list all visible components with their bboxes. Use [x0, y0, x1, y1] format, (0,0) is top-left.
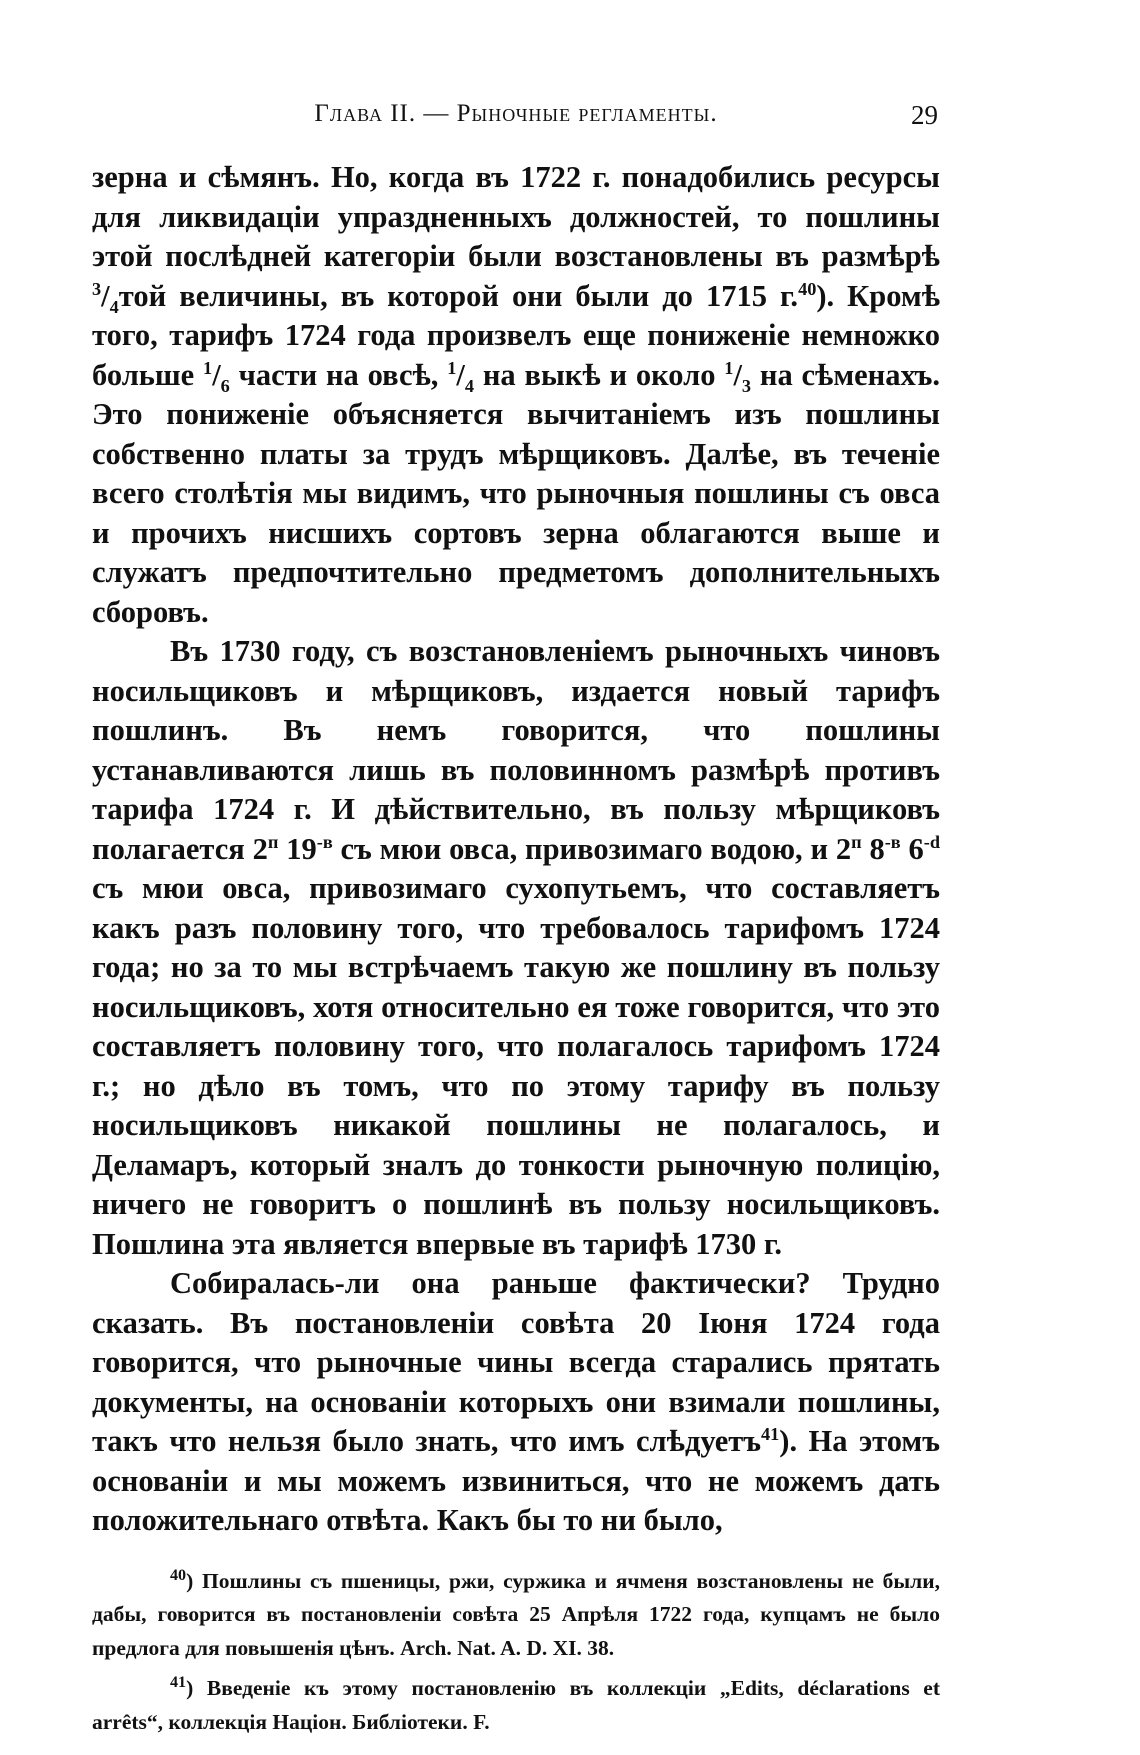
- running-title: Глава II. — Рыночные регламенты.: [314, 100, 718, 127]
- paragraph: [92, 632, 940, 1264]
- footnote-mark: 41: [170, 1673, 187, 1691]
- text-run: ). На этомъ основаніи и мы можемъ извиниться, что не можемъ дать положительнаго отвѣта. Какъ бы то ни было,: [92, 1424, 940, 1537]
- footnote: [92, 1565, 940, 1666]
- subscript: 6: [220, 375, 230, 396]
- superscript: п: [851, 831, 862, 852]
- superscript: 1: [447, 357, 457, 378]
- superscript: 41: [761, 1423, 780, 1444]
- superscript: -в: [884, 831, 901, 852]
- superscript: 40: [798, 278, 817, 299]
- book-page: [92, 100, 940, 1739]
- text-run: той величины, въ которой они были до 1715 г.: [118, 278, 799, 313]
- footnote-mark: 40: [170, 1566, 187, 1584]
- text-run: съ мюи овса, привозимаго водою, и 2: [332, 831, 852, 866]
- subscript: 4: [109, 296, 119, 317]
- text-run: 19: [278, 831, 317, 866]
- paragraph: [92, 1264, 940, 1541]
- text-run: 6: [900, 831, 924, 866]
- text-run: /: [456, 357, 465, 392]
- superscript: 3: [92, 278, 102, 299]
- body-text: [92, 158, 940, 1541]
- text-run: съ мюи овса, привозимаго сухопутьемъ, что составляетъ какъ разъ половину того, что требовалось тарифомъ 1724 года; но за то мы встрѣчаемъ такую же пошлину въ пользу носильщиковъ, хотя относительно ея тоже говорится, что это составляетъ половину того, что полагалось тарифомъ 1724 г.; но дѣло въ томъ, что по этому тарифу въ пользу носильщиковъ никакой пошлины не полагалось, и Деламаръ, который зналъ до тонкости рыночную полицію, ничего не говоритъ о пошлинѣ въ пользу носильщиковъ. Пошлина эта является впервые въ тарифѣ 1730 г.: [92, 871, 940, 1261]
- footnote-text: ) Введеніе къ этому постановленію въ коллекціи „Edits, déclarations et arrêts“, коллекція Націон. Библіотеки. F.: [92, 1676, 940, 1734]
- subscript: 4: [464, 375, 475, 396]
- footnote: [92, 1672, 940, 1739]
- page-number: 29: [911, 100, 938, 130]
- text-run: /: [101, 278, 110, 313]
- footnote-text: ) Пошлины съ пшеницы, ржи, суржика и ячменя возстановлены не были, дабы, говорится въ постановленіи совѣта 25 Апрѣля 1722 года, купцамъ не было предлога для повышенія цѣнъ. Arch. Nat. A. D. XI. 38.: [92, 1568, 940, 1660]
- superscript: -в: [316, 831, 333, 852]
- superscript: п: [267, 831, 279, 852]
- text-run: на выкѣ и около: [474, 357, 725, 392]
- superscript: 1: [203, 357, 213, 378]
- text-run: Въ 1730 году, съ возстановленіемъ рыночныхъ чиновъ носильщиковъ и мѣрщиковъ, издается новый тарифъ пошлинъ. Въ немъ говорится, что пошлины устанавливаются лишь въ половинномъ размѣрѣ противъ тарифа 1724 г. И дѣйствительно, въ пользу мѣрщиковъ полагается 2: [92, 634, 940, 866]
- subscript: 3: [741, 375, 752, 396]
- text-run: на сѣменахъ. Это пониженіе объясняется вычитаніемъ изъ пошлины собственно платы за трудъ мѣрщиковъ. Далѣе, въ теченіе всего столѣтія мы видимъ, что рыночныя пошлины съ овса и прочихъ нисшихъ сортовъ зерна облагаются выше и служатъ предпочтительно предметомъ дополнительныхъ сборовъ.: [92, 357, 940, 629]
- text-run: /: [733, 357, 742, 392]
- text-run: части на овсѣ,: [229, 357, 448, 392]
- text-run: /: [212, 357, 221, 392]
- paragraph: [92, 158, 940, 632]
- footnotes: [92, 1565, 940, 1740]
- text-run: Собиралась-ли она раньше фактически? Трудно сказать. Въ постановленіи совѣта 20 Іюня 1724 года говорится, что рыночные чины всегда старались прятать документы, на основаніи которыхъ они взимали пошлины, такъ что нельзя было знать, что имъ слѣдуетъ: [92, 1266, 940, 1458]
- text-run: 8: [861, 831, 885, 866]
- text-run: ). Кромѣ того, тарифъ 1724 года произвелъ еще пониженіе немножко больше: [92, 278, 941, 392]
- running-head: [92, 100, 940, 144]
- text-run: зерна и сѣмянъ. Но, когда въ 1722 г. понадобились ресурсы для ликвидаціи упраздненныхъ должностей, то пошлины этой послѣдней категоріи были возстановлены въ размѣрѣ: [92, 160, 940, 273]
- superscript: 1: [724, 357, 734, 378]
- superscript: -d: [923, 831, 941, 852]
